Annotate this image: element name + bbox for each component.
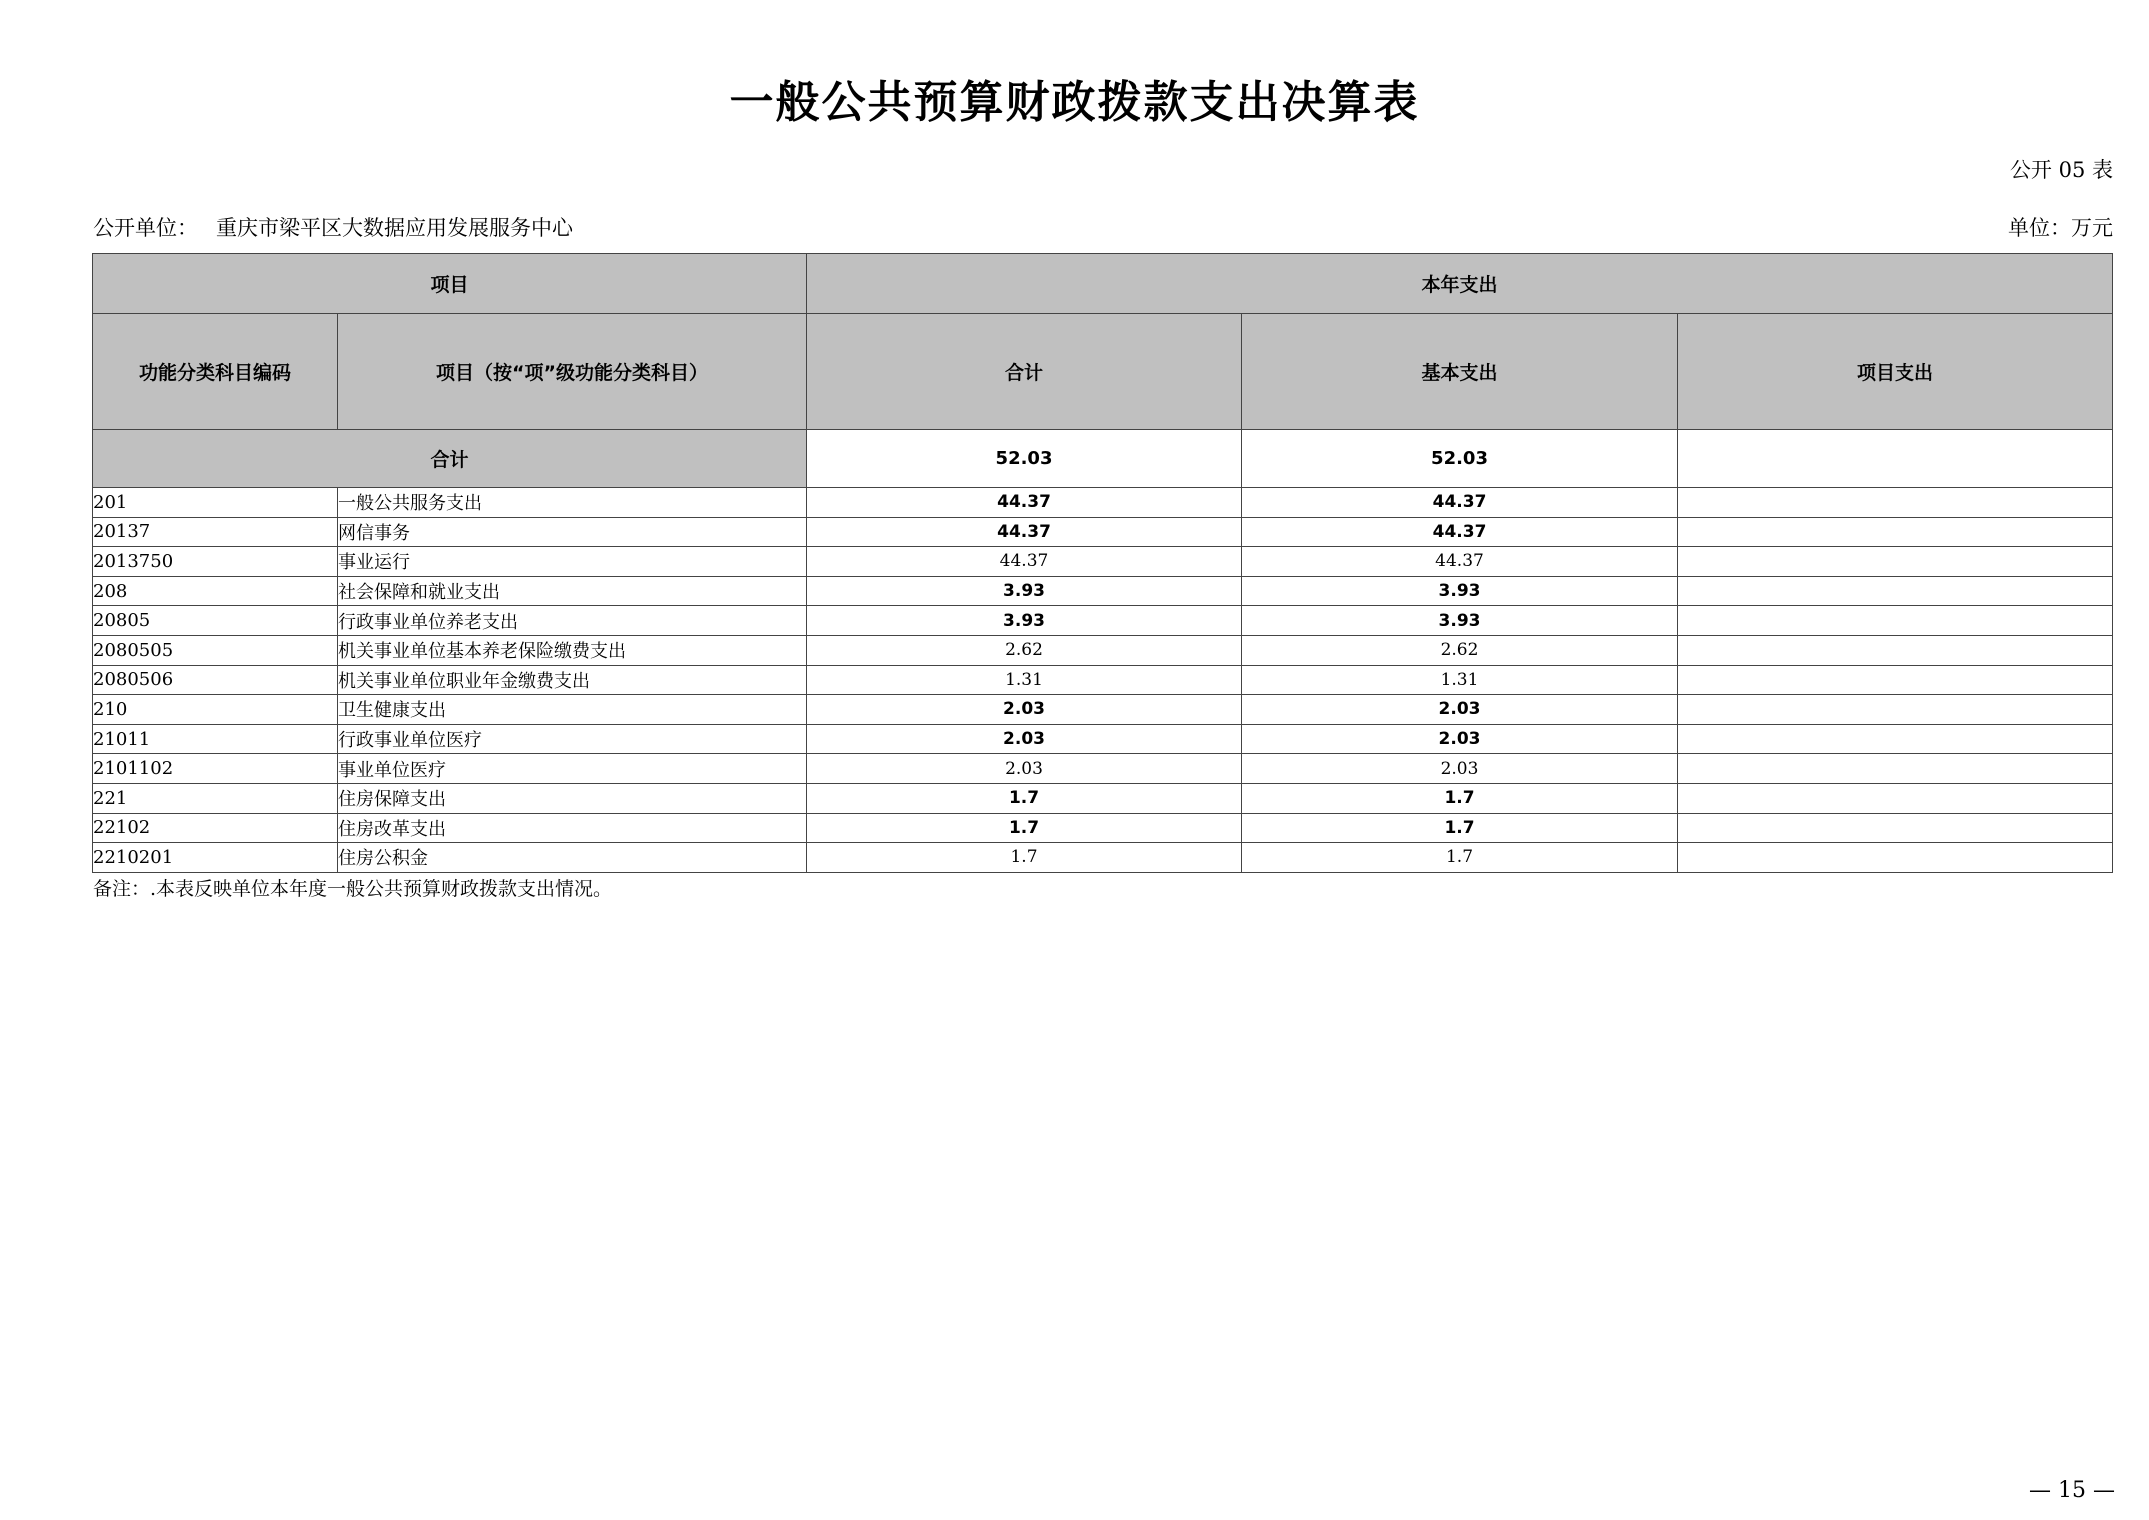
row-code: 21011: [93, 724, 338, 754]
row-project: [1678, 754, 2113, 784]
row-total: 1.7: [807, 813, 1242, 843]
column-header-basic: 基本支出: [1242, 314, 1678, 430]
column-header-total: 合计: [807, 314, 1242, 430]
row-basic: 1.7: [1242, 843, 1678, 873]
row-basic: 44.37: [1242, 517, 1678, 547]
reporting-unit: [93, 212, 573, 242]
row-code: 2210201: [93, 843, 338, 873]
row-name: 卫生健康支出: [338, 695, 807, 725]
row-code: 20805: [93, 606, 338, 636]
row-code: 2080506: [93, 665, 338, 695]
row-name: 住房公积金: [338, 843, 807, 873]
column-header-project: 项目支出: [1678, 314, 2113, 430]
table-row: [93, 517, 2113, 547]
row-total: 1.31: [807, 665, 1242, 695]
row-project: [1678, 488, 2113, 518]
row-total: 1.7: [807, 783, 1242, 813]
row-total: 44.37: [807, 517, 1242, 547]
row-project: [1678, 576, 2113, 606]
row-name: 一般公共服务支出: [338, 488, 807, 518]
page-number: — 15 —: [2029, 1478, 2115, 1503]
header-current-year: 本年支出: [807, 254, 2113, 314]
table-row: [93, 606, 2113, 636]
row-total: 2.03: [807, 754, 1242, 784]
row-code: 210: [93, 695, 338, 725]
row-code: 201: [93, 488, 338, 518]
table-row: [93, 724, 2113, 754]
table-row: [93, 635, 2113, 665]
row-basic: 1.31: [1242, 665, 1678, 695]
row-basic: 1.7: [1242, 783, 1678, 813]
row-name: 事业运行: [338, 547, 807, 577]
table-row: [93, 665, 2113, 695]
reporting-unit-name: 重庆市梁平区大数据应用发展服务中心: [216, 216, 573, 240]
row-code: 208: [93, 576, 338, 606]
total-row-basic: 52.03: [1242, 430, 1678, 488]
table-row: [93, 488, 2113, 518]
row-project: [1678, 813, 2113, 843]
column-header-code: 功能分类科目编码: [93, 314, 338, 430]
row-total: 44.37: [807, 547, 1242, 577]
row-project: [1678, 606, 2113, 636]
row-basic: 3.93: [1242, 606, 1678, 636]
row-basic: 2.03: [1242, 754, 1678, 784]
row-code: 221: [93, 783, 338, 813]
row-name: 行政事业单位医疗: [338, 724, 807, 754]
row-name: 事业单位医疗: [338, 754, 807, 784]
currency-unit: 单位：万元: [2008, 216, 2113, 240]
row-project: [1678, 547, 2113, 577]
total-row-project: [1678, 430, 2113, 488]
row-total: 3.93: [807, 606, 1242, 636]
form-number: 公开 05 表: [2009, 158, 2113, 182]
table-row: [93, 576, 2113, 606]
row-code: 2013750: [93, 547, 338, 577]
row-name: 住房改革支出: [338, 813, 807, 843]
row-code: 22102: [93, 813, 338, 843]
table-row: [93, 843, 2113, 873]
row-name: 社会保障和就业支出: [338, 576, 807, 606]
expenditure-table: [92, 253, 2113, 873]
row-project: [1678, 783, 2113, 813]
row-project: [1678, 724, 2113, 754]
header-project: 项目: [93, 254, 807, 314]
row-name: 住房保障支出: [338, 783, 807, 813]
table-row: [93, 783, 2113, 813]
row-name: 机关事业单位基本养老保险缴费支出: [338, 635, 807, 665]
row-project: [1678, 695, 2113, 725]
table-note: 备注：.本表反映单位本年度一般公共预算财政拨款支出情况。: [93, 878, 613, 900]
row-basic: 2.03: [1242, 695, 1678, 725]
row-code: 2080505: [93, 635, 338, 665]
row-basic: 1.7: [1242, 813, 1678, 843]
table-row: [93, 547, 2113, 577]
table-row: [93, 754, 2113, 784]
column-header-name: 项目（按“项”级功能分类科目）: [338, 314, 807, 430]
row-code: 20137: [93, 517, 338, 547]
row-total: 2.03: [807, 724, 1242, 754]
row-total: 2.03: [807, 695, 1242, 725]
row-total: 44.37: [807, 488, 1242, 518]
row-project: [1678, 843, 2113, 873]
reporting-unit-label: 公开单位：: [93, 216, 198, 240]
row-project: [1678, 665, 2113, 695]
row-basic: 2.03: [1242, 724, 1678, 754]
row-total: 2.62: [807, 635, 1242, 665]
total-row-total: 52.03: [807, 430, 1242, 488]
row-code: 2101102: [93, 754, 338, 784]
row-basic: 3.93: [1242, 576, 1678, 606]
row-name: 机关事业单位职业年金缴费支出: [338, 665, 807, 695]
row-name: 行政事业单位养老支出: [338, 606, 807, 636]
row-basic: 44.37: [1242, 547, 1678, 577]
row-project: [1678, 635, 2113, 665]
row-name: 网信事务: [338, 517, 807, 547]
row-basic: 44.37: [1242, 488, 1678, 518]
row-total: 3.93: [807, 576, 1242, 606]
row-total: 1.7: [807, 843, 1242, 873]
table-row: [93, 813, 2113, 843]
total-row: [93, 430, 2113, 488]
total-row-label: 合计: [93, 430, 807, 488]
page-title: 一般公共预算财政拨款支出决算表: [729, 77, 1420, 128]
row-basic: 2.62: [1242, 635, 1678, 665]
table-row: [93, 695, 2113, 725]
row-project: [1678, 517, 2113, 547]
